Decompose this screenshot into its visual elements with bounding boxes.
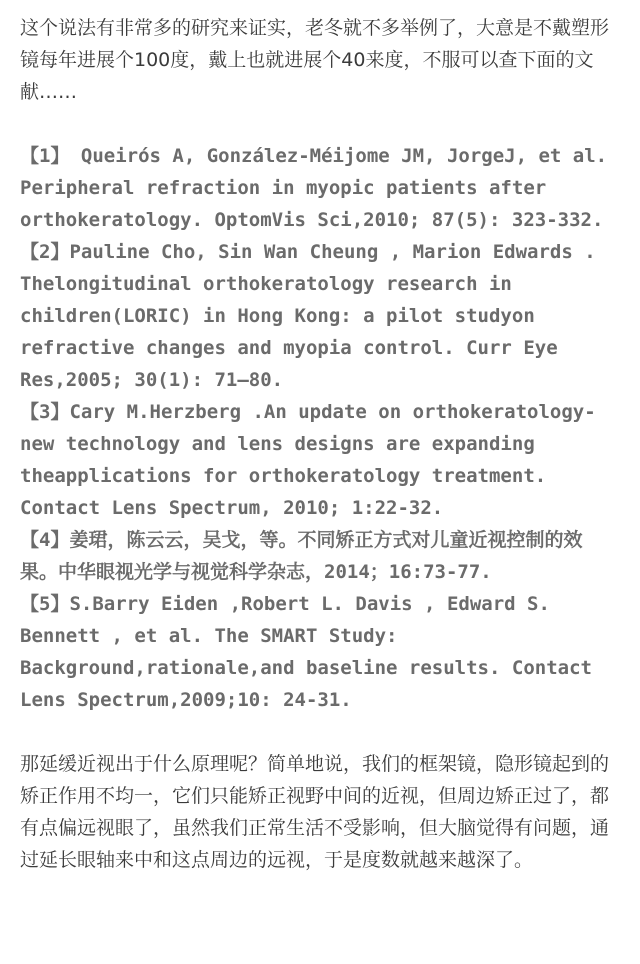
reference-text: Cary M.Herzberg .An update on orthokeratology-new technology and lens designs are expanding theapplications for orthokeratology treatment. Contact Lens Spectrum, 2010; 1:22-32. <box>20 401 596 519</box>
spacer <box>20 108 620 140</box>
intro-paragraph: 这个说法有非常多的研究来证实，老冬就不多举例了，大意是不戴塑形镜每年进展个100度，戴上也就进展个40来度，不服可以查下面的文献…… <box>20 17 610 103</box>
reference-item <box>20 524 620 588</box>
spacer <box>20 716 620 748</box>
reference-label: 【3】 <box>20 401 70 423</box>
reference-text: Pauline Cho, Sin Wan Cheung , Marion Edwards . Thelongitudinal orthokeratology research in children(LORIC) in Hong Kong: a pilot studyon refractive changes and myopia control. Curr Eye Res,2005; 30(1): 71—80. <box>20 241 596 391</box>
reference-item <box>20 396 620 524</box>
reference-item <box>20 588 620 716</box>
reference-text: S.Barry Eiden ,Robert L. Davis , Edward S. Bennett , et al. The SMART Study: Background,rationale,and baseline results. Contact Lens Spectrum,2009;10: 24-31. <box>20 593 592 711</box>
reference-text: 姜珺，陈云云，吴戈，等。不同矫正方式对儿童近视控制的效果。中华眼视光学与视觉科学杂志，2014；16:73-77. <box>20 529 583 583</box>
reference-item <box>20 236 620 396</box>
reference-label: 【2】 <box>20 241 70 263</box>
reference-text: Queirós A, González-Méijome JM, JorgeJ, et al. Peripheral refraction in myopic patients after orthokeratology. OptomVis Sci,2010; 87(5): 323-332. <box>20 145 608 231</box>
reference-item <box>20 140 620 236</box>
reference-list <box>20 140 620 716</box>
conclusion-paragraph: 那延缓近视出于什么原理呢？简单地说，我们的框架镜，隐形镜起到的矫正作用不均一，它们只能矫正视野中间的近视，但周边矫正过了，都有点偏远视眼了，虽然我们正常生活不受影响，但大脑觉得有问题，通过延长眼轴来中和这点周边的远视，于是度数就越来越深了。 <box>20 753 610 871</box>
reference-label: 【4】 <box>20 529 70 551</box>
reference-label: 【5】 <box>20 593 70 615</box>
reference-label: 【1】 <box>20 145 70 167</box>
